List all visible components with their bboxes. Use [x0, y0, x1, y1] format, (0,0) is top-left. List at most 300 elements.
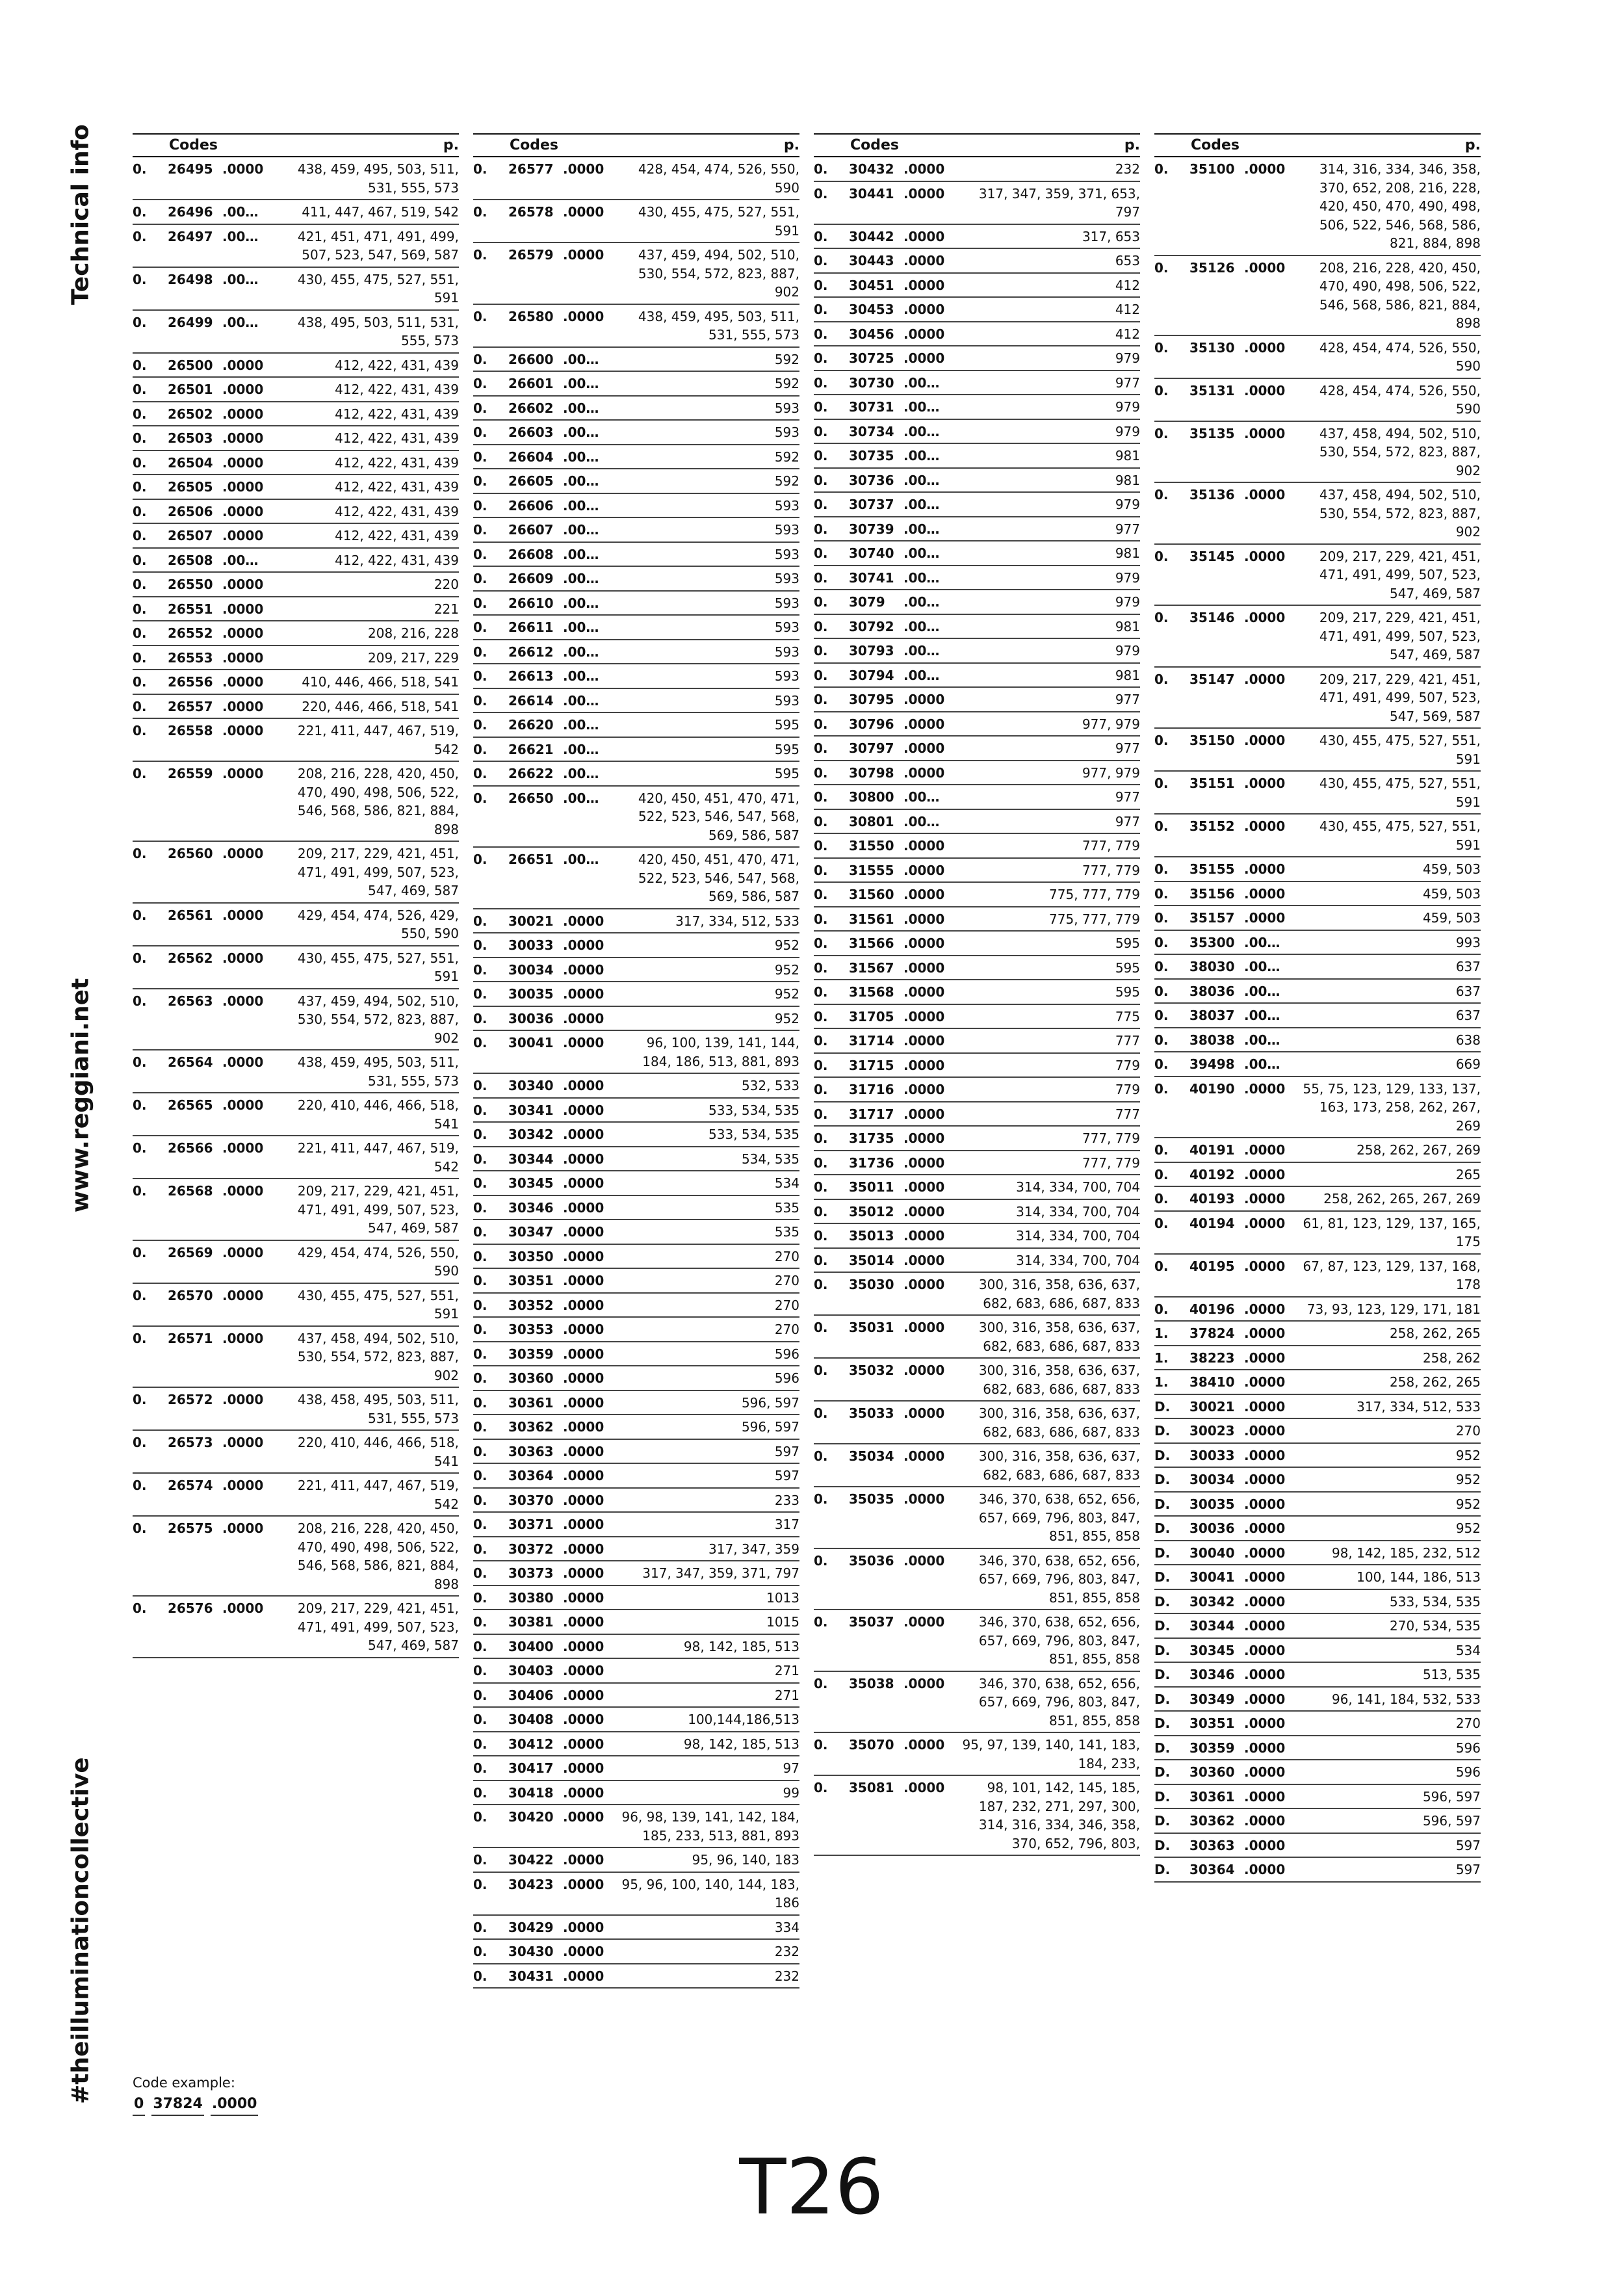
page-refs: 532, 533: [741, 1078, 799, 1093]
code-number: 31566: [849, 935, 894, 951]
code-prefix: 0.: [133, 528, 147, 543]
code-number: 30739: [849, 521, 894, 537]
code-number: 30345: [508, 1175, 554, 1191]
code-prefix: 0.: [473, 400, 487, 416]
page-refs: 300, 316, 358, 636, 637, 682, 683, 686, 687, 833: [978, 1320, 1140, 1354]
code-number: 30412: [508, 1736, 554, 1752]
code-prefix: D.: [1154, 1837, 1171, 1853]
code-row: [1154, 1138, 1481, 1163]
code-number: 30442: [849, 228, 894, 244]
code-suffix: .0000: [563, 1035, 604, 1050]
code-prefix: 0.: [473, 1663, 487, 1678]
code-prefix: 0.: [814, 911, 828, 927]
page-refs: 429, 454, 474, 526, 429, 550, 590: [297, 907, 459, 941]
code-suffix: .0000: [563, 913, 604, 929]
code-row: [473, 592, 799, 616]
code-number: 35152: [1189, 818, 1235, 834]
page-heading: p.: [443, 137, 459, 153]
code-number: 38037: [1189, 1008, 1235, 1023]
page-refs: 977: [1115, 521, 1140, 537]
code-prefix: 0.: [1154, 1142, 1169, 1158]
page-refs: 96, 100, 139, 141, 144, 184, 186, 513, 881, 893: [642, 1035, 799, 1069]
code-row: [473, 1756, 799, 1781]
code-row: [133, 268, 459, 311]
code-prefix: 0.: [1154, 1032, 1169, 1048]
code-suffix: .0000: [1244, 1593, 1286, 1610]
code-prefix: 0.: [473, 1919, 487, 1935]
code-prefix: 0.: [133, 161, 147, 177]
code-number: 30350: [508, 1248, 554, 1264]
code-suffix: .0000: [563, 1492, 604, 1508]
page-refs: 420, 450, 451, 470, 471, 522, 523, 546, 547, 568, 569, 586, 587: [638, 790, 799, 843]
code-row: [814, 225, 1140, 250]
page-refs: 220, 410, 446, 466, 518, 541: [297, 1435, 459, 1469]
code-row: [1154, 1052, 1481, 1077]
code-number: 30040: [1189, 1545, 1235, 1561]
page-refs: 98, 142, 185, 513: [683, 1736, 799, 1752]
code-number: 30360: [1189, 1764, 1235, 1780]
code-suffix: .0000: [1244, 382, 1286, 398]
code-suffix: .0000: [1244, 161, 1286, 177]
code-number: 38410: [1189, 1374, 1235, 1390]
code-number: 26579: [508, 247, 554, 263]
code-number: 38223: [1189, 1350, 1235, 1366]
page-refs: 98, 142, 185, 513: [683, 1638, 799, 1654]
code-row: [814, 395, 1140, 420]
page-refs: 61, 81, 123, 129, 137, 165, 175: [1303, 1215, 1481, 1249]
page-refs: 596: [1455, 1740, 1481, 1756]
code-number: 26564: [168, 1054, 213, 1070]
page-refs: 100, 144, 186, 513: [1357, 1569, 1481, 1585]
code-suffix: .0000: [563, 1968, 604, 1984]
code-number: 26495: [168, 161, 213, 177]
code-suffix: .0000: [563, 1638, 604, 1654]
page-refs: 775, 777, 779: [1049, 911, 1140, 927]
code-number: 35035: [849, 1491, 894, 1507]
code-number: 26576: [168, 1600, 213, 1616]
code-row: [473, 518, 799, 543]
code-row: [1154, 1444, 1481, 1468]
code-row: [133, 573, 459, 597]
code-suffix: .0000: [563, 1663, 604, 1678]
code-number: 26602: [508, 400, 554, 416]
column-header: [133, 133, 459, 157]
code-suffix: .00…: [563, 546, 599, 562]
code-row: [473, 1805, 799, 1848]
page-refs: 430, 455, 475, 527, 551, 591: [1319, 818, 1481, 853]
code-row: [1154, 857, 1481, 882]
code-row: [814, 1102, 1140, 1127]
code-prefix: 0.: [473, 1852, 487, 1868]
page-refs: 208, 216, 228, 420, 450, 470, 490, 498, 506, 522, 546, 568, 586, 821, 884, 898: [297, 766, 459, 837]
code-number: 35070: [849, 1737, 894, 1753]
code-number: 30793: [849, 643, 894, 659]
code-row: [814, 907, 1140, 932]
code-row: [1154, 668, 1481, 729]
code-number: 26572: [168, 1392, 213, 1407]
code-suffix: .0000: [563, 1736, 604, 1752]
code-number: 40196: [1189, 1301, 1235, 1317]
page-refs: 346, 370, 638, 652, 656, 657, 669, 796, 803, 847, 851, 855, 858: [978, 1552, 1140, 1606]
code-row: [814, 469, 1140, 493]
page-refs: 317, 334, 512, 533: [1357, 1398, 1481, 1415]
code-row: [133, 549, 459, 573]
page-refs: 429, 454, 474, 526, 550, 590: [297, 1244, 459, 1279]
code-suffix: .0000: [903, 1228, 945, 1244]
code-suffix: .00…: [903, 667, 940, 683]
code-number: 35156: [1189, 885, 1235, 902]
page-refs: 593: [774, 595, 799, 611]
code-suffix: .0000: [1244, 1191, 1286, 1207]
code-row: [133, 1517, 459, 1597]
code-prefix: 0.: [133, 625, 147, 641]
code-suffix: .00…: [903, 399, 940, 415]
code-prefix: 0.: [473, 1687, 487, 1703]
code-row: [814, 1151, 1140, 1176]
code-row: [473, 664, 799, 689]
code-suffix: .00…: [903, 472, 940, 488]
code-prefix: 0.: [1154, 776, 1169, 791]
code-row: [814, 182, 1140, 225]
code-row: [814, 1029, 1140, 1054]
code-prefix: 0.: [473, 351, 487, 367]
code-row: [814, 1610, 1140, 1672]
code-number: 26563: [168, 993, 213, 1009]
code-number: 35146: [1189, 610, 1235, 625]
code-prefix: 0.: [133, 1520, 147, 1536]
code-suffix: .0000: [222, 430, 264, 446]
code-row: [1154, 815, 1481, 857]
code-prefix: 0.: [133, 1054, 147, 1070]
code-prefix: 0.: [814, 716, 828, 732]
code-number: 26550: [168, 577, 213, 592]
code-row: [473, 787, 799, 848]
code-number: 30345: [1189, 1642, 1235, 1658]
code-rows: [133, 157, 459, 1658]
code-prefix: 0.: [814, 326, 828, 342]
code-number: 30801: [849, 813, 894, 829]
code-row: [473, 348, 799, 372]
code-prefix: 0.: [1154, 818, 1169, 834]
code-row: [473, 1873, 799, 1916]
code-number: 26605: [508, 473, 554, 489]
page-refs: 952: [774, 961, 799, 978]
code-suffix: .0000: [563, 1809, 604, 1825]
code-suffix: .0000: [222, 625, 264, 641]
code-suffix: .00…: [563, 424, 599, 440]
code-number: 35033: [849, 1405, 894, 1421]
website-label: www.reggiani.net: [67, 978, 94, 1213]
page-refs: 428, 454, 474, 526, 550, 590: [1319, 382, 1481, 417]
code-number: 30344: [508, 1151, 554, 1167]
code-row: [473, 713, 799, 738]
page-refs: 952: [1455, 1520, 1481, 1536]
code-prefix: 0.: [473, 620, 487, 635]
code-number: 26614: [508, 692, 554, 709]
code-row: [473, 616, 799, 640]
code-prefix: 0.: [814, 374, 828, 391]
code-prefix: 0.: [473, 1199, 487, 1216]
code-number: 30346: [1189, 1667, 1235, 1682]
code-number: 30359: [1189, 1740, 1235, 1756]
code-number: 35151: [1189, 776, 1235, 791]
code-number: 30342: [1189, 1593, 1235, 1610]
code-row: [814, 883, 1140, 907]
code-prefix: 0.: [1154, 1301, 1169, 1317]
code-number: 35300: [1189, 934, 1235, 950]
page-refs: 96, 98, 139, 141, 142, 184, 185, 233, 513, 881, 893: [621, 1809, 799, 1844]
code-suffix: .0000: [1244, 1166, 1286, 1182]
code-number: 35012: [849, 1203, 894, 1220]
code-row: [814, 956, 1140, 981]
code-number: 30034: [1189, 1472, 1235, 1487]
code-row: [133, 225, 459, 268]
page-number: T26: [739, 2142, 884, 2232]
page-refs: 95, 97, 139, 140, 141, 183, 184, 233,: [962, 1737, 1140, 1771]
code-prefix: 0.: [133, 406, 147, 422]
code-number: 35126: [1189, 259, 1235, 276]
code-prefix: 0.: [473, 204, 487, 220]
code-number: 35013: [849, 1228, 894, 1244]
code-row: [814, 639, 1140, 664]
page-refs: 979: [1115, 497, 1140, 512]
page-refs: 209, 217, 229, 421, 451, 471, 491, 499, 507, 523, 547, 469, 587: [1319, 548, 1481, 601]
code-suffix: .0000: [903, 740, 945, 756]
page-refs: 346, 370, 638, 652, 656, 657, 669, 796, 803, 847, 851, 855, 858: [978, 1491, 1140, 1544]
code-row: [1154, 1298, 1481, 1322]
code-number: 26506: [168, 503, 213, 519]
code-number: 30346: [508, 1199, 554, 1216]
code-row: [473, 958, 799, 983]
code-number: 31735: [849, 1130, 894, 1146]
code-suffix: .0000: [1244, 671, 1286, 687]
code-row: [473, 445, 799, 470]
code-number: 30364: [1189, 1862, 1235, 1877]
code-prefix: 0.: [133, 1478, 147, 1493]
code-suffix: .0000: [903, 1057, 945, 1073]
page-refs: 952: [1455, 1447, 1481, 1463]
page-refs: 314, 334, 700, 704: [1016, 1203, 1140, 1220]
code-prefix: 0.: [1154, 1166, 1169, 1182]
code-prefix: 0.: [473, 522, 487, 538]
code-number: 30453: [849, 302, 894, 317]
code-row: [473, 1342, 799, 1367]
code-number: 30341: [508, 1102, 554, 1118]
code-suffix: .0000: [1244, 818, 1286, 834]
code-prefix: 0.: [814, 185, 828, 202]
code-row: [814, 1487, 1140, 1549]
code-prefix: 0.: [814, 1082, 828, 1097]
code-row: [473, 305, 799, 348]
code-number: 30036: [508, 1010, 554, 1026]
code-row: [133, 904, 459, 946]
code-suffix: .0000: [1244, 1215, 1286, 1231]
code-number: 26569: [168, 1244, 213, 1260]
page-refs: 334: [774, 1919, 799, 1935]
code-prefix: 0.: [133, 846, 147, 861]
code-suffix: .0000: [1244, 1080, 1286, 1097]
code-prefix: D.: [1154, 1472, 1171, 1487]
code-row: [1154, 1187, 1481, 1212]
code-suffix: .0000: [903, 1491, 945, 1507]
code-row: [1154, 1639, 1481, 1663]
code-prefix: 0.: [1154, 382, 1169, 398]
code-suffix: .0000: [563, 1322, 604, 1337]
code-row: [1154, 772, 1481, 815]
code-number: 26561: [168, 907, 213, 923]
code-row: [133, 1284, 459, 1327]
code-row: [814, 615, 1140, 640]
code-suffix: .0000: [903, 1252, 945, 1268]
page-refs: 638: [1455, 1032, 1481, 1048]
code-suffix: .0000: [222, 907, 264, 923]
page-refs: 420, 450, 451, 470, 471, 522, 523, 546, 547, 568, 569, 586, 587: [638, 852, 799, 904]
page-refs: 593: [774, 668, 799, 684]
code-number: 30380: [508, 1589, 554, 1606]
code-suffix: .0000: [222, 1478, 264, 1493]
page-refs: 412: [1115, 277, 1140, 293]
code-row: [473, 640, 799, 665]
code-row: [133, 646, 459, 671]
page-refs: 317, 347, 359, 371, 653, 797: [978, 185, 1140, 220]
page-refs: 438, 495, 503, 511, 531, 555, 573: [297, 314, 459, 348]
code-prefix: D.: [1154, 1593, 1171, 1610]
code-row: [473, 1940, 799, 1964]
code-row: [1154, 1712, 1481, 1736]
code-suffix: .00…: [903, 374, 940, 391]
code-suffix: .0000: [563, 1175, 604, 1191]
code-prefix: 0.: [133, 1330, 147, 1346]
code-number: 26505: [168, 479, 213, 495]
code-prefix: 0.: [814, 1780, 828, 1795]
code-row: [814, 1316, 1140, 1359]
code-suffix: .00…: [222, 204, 259, 220]
code-prefix: 0.: [1154, 1258, 1169, 1274]
code-row: [473, 1513, 799, 1537]
page-refs: 314, 334, 700, 704: [1016, 1179, 1140, 1195]
code-number: 35081: [849, 1780, 894, 1795]
page-refs: 270: [774, 1322, 799, 1337]
code-prefix: 0.: [814, 1179, 828, 1195]
code-number: 31714: [849, 1033, 894, 1049]
code-row: [133, 1093, 459, 1136]
code-prefix: D.: [1154, 1496, 1171, 1512]
code-suffix: .0000: [1244, 910, 1286, 926]
code-prefix: 0.: [133, 454, 147, 471]
code-prefix: 0.: [814, 1057, 828, 1073]
code-prefix: 0.: [473, 1151, 487, 1167]
code-row: [1154, 1028, 1481, 1053]
code-number: 31705: [849, 1008, 894, 1024]
page-refs: 100,144,186,513: [688, 1712, 799, 1727]
code-number: 30349: [1189, 1691, 1235, 1707]
code-suffix: .0000: [903, 1780, 945, 1795]
code-column-4: [1154, 133, 1481, 1883]
code-suffix: .0000: [1244, 1837, 1286, 1853]
code-suffix: .0000: [222, 479, 264, 495]
page-refs: 265: [1455, 1166, 1481, 1182]
page-refs: 993: [1455, 934, 1481, 950]
code-prefix: 0.: [473, 1224, 487, 1240]
page-refs: 430, 455, 475, 527, 551, 591: [297, 271, 459, 306]
page-refs: 596: [1455, 1764, 1481, 1780]
page-refs: 314, 334, 700, 704: [1016, 1228, 1140, 1244]
page-refs: 412, 422, 431, 439: [335, 382, 459, 397]
code-prefix: 0.: [814, 472, 828, 488]
page-refs: 637: [1455, 959, 1481, 974]
code-number: 30034: [508, 961, 554, 978]
code-prefix: 0.: [814, 984, 828, 1000]
page-refs: 55, 75, 123, 129, 133, 137, 163, 173, 258, 262, 267, 269: [1303, 1080, 1481, 1134]
code-suffix: .0000: [1244, 776, 1286, 791]
code-prefix: 0.: [133, 766, 147, 781]
code-suffix: .0000: [563, 1614, 604, 1630]
code-suffix: .00…: [222, 552, 259, 568]
code-number: 38030: [1189, 959, 1235, 974]
code-number: 30408: [508, 1712, 554, 1727]
page-refs: 534: [1455, 1642, 1481, 1658]
page-refs: 232: [1115, 161, 1140, 177]
code-suffix: .0000: [563, 1273, 604, 1288]
code-prefix: 0.: [814, 1228, 828, 1244]
code-prefix: 1.: [1154, 1350, 1169, 1366]
code-number: 30423: [508, 1876, 554, 1892]
code-number: 30731: [849, 399, 894, 415]
code-prefix: 0.: [473, 741, 487, 757]
page-refs: 513, 535: [1422, 1667, 1481, 1682]
code-row: [1154, 336, 1481, 379]
code-row: [1154, 906, 1481, 931]
code-suffix: .0000: [563, 1565, 604, 1581]
code-number: 30351: [1189, 1715, 1235, 1731]
code-number: 31715: [849, 1057, 894, 1073]
code-row: [133, 475, 459, 500]
code-prefix: 0.: [1154, 1215, 1169, 1231]
page-refs: 209, 217, 229: [368, 649, 459, 666]
code-number: 26578: [508, 204, 554, 220]
page-refs: 411, 447, 467, 519, 542: [302, 204, 459, 220]
code-row: [133, 670, 459, 695]
page-refs: 412, 422, 431, 439: [335, 454, 459, 471]
code-row: [473, 243, 799, 305]
code-suffix: .0000: [563, 1589, 604, 1606]
code-prefix: 0.: [473, 986, 487, 1002]
code-suffix: .0000: [903, 277, 945, 293]
page-refs: 593: [774, 522, 799, 538]
code-suffix: .0000: [222, 846, 264, 861]
code-prefix: 0.: [133, 993, 147, 1009]
code-row: [133, 354, 459, 378]
code-suffix: .0000: [563, 1468, 604, 1483]
code-row: [473, 1220, 799, 1245]
code-number: 30418: [508, 1784, 554, 1801]
code-row: [133, 946, 459, 989]
code-number: 30347: [508, 1224, 554, 1240]
code-prefix: 0.: [1154, 983, 1169, 999]
code-number: 30344: [1189, 1618, 1235, 1634]
page-refs: 300, 316, 358, 636, 637, 682, 683, 686, 687, 833: [978, 1277, 1140, 1311]
code-row: [473, 1489, 799, 1513]
page-refs: 438, 459, 495, 503, 511, 531, 555, 573: [638, 308, 799, 343]
code-row: [133, 762, 459, 842]
code-suffix: .0000: [903, 253, 945, 268]
code-prefix: 0.: [814, 1363, 828, 1378]
code-suffix: .0000: [903, 302, 945, 317]
code-prefix: D.: [1154, 1813, 1171, 1829]
code-row: [1154, 1493, 1481, 1517]
page-refs: 97: [783, 1760, 799, 1776]
code-number: 26496: [168, 204, 213, 220]
